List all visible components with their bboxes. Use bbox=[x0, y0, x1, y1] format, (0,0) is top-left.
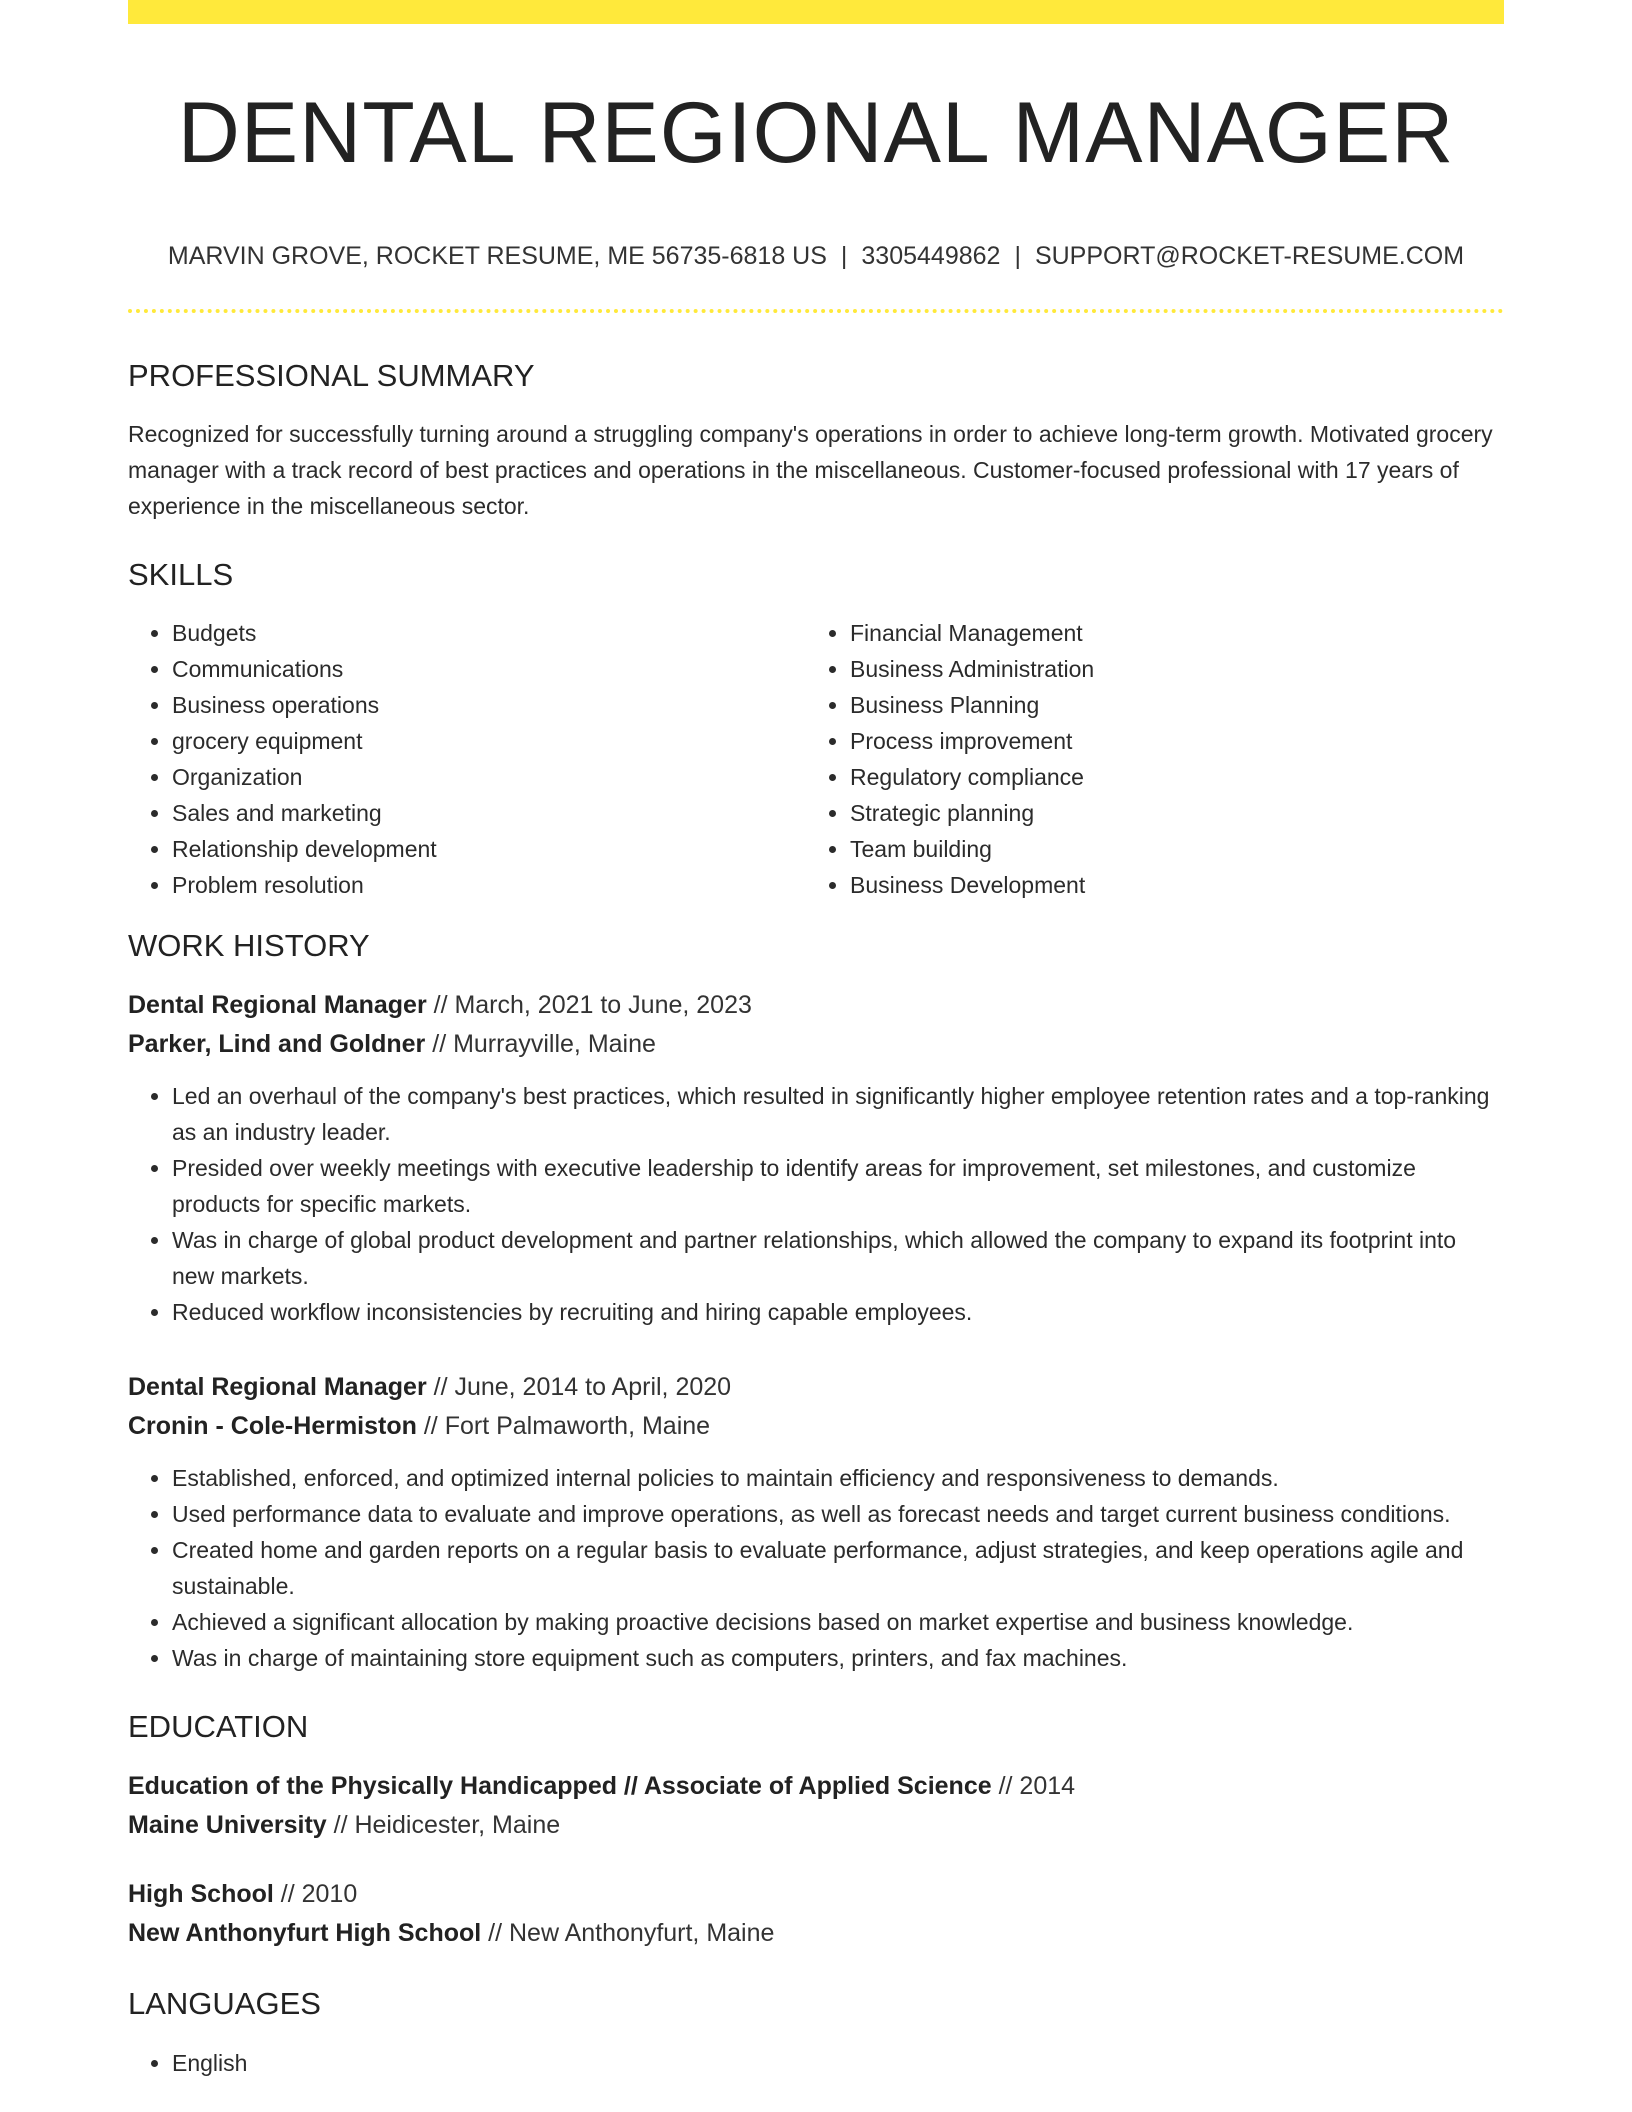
skill-item: • Communications bbox=[172, 651, 806, 687]
job-role: Dental Regional Manager bbox=[128, 1373, 427, 1402]
education-entry bbox=[128, 1875, 1504, 1953]
contact-email: SUPPORT@ROCKET-RESUME.COM bbox=[1034, 241, 1465, 270]
skill-item: • Budgets bbox=[172, 615, 806, 651]
job-role-line bbox=[128, 1368, 1504, 1407]
skill-item: • Strategic planning bbox=[850, 795, 1484, 831]
work-history-heading: WORK HISTORY bbox=[128, 927, 370, 963]
education-year: // 2014 bbox=[991, 1772, 1076, 1801]
job-location: // Fort Palmaworth, Maine bbox=[416, 1412, 711, 1441]
top-accent-bar bbox=[128, 0, 1504, 24]
skill-item: • Organization bbox=[172, 759, 806, 795]
job-bullet: • Used performance data to evaluate and improve operations, as well as forecast needs and target current business conditions. bbox=[172, 1496, 1504, 1532]
job-entry bbox=[128, 1368, 1504, 1676]
job-dates: // June, 2014 to April, 2020 bbox=[426, 1373, 732, 1402]
education-school: Maine University bbox=[128, 1811, 327, 1840]
summary-heading: PROFESSIONAL SUMMARY bbox=[128, 357, 535, 393]
education-school-line bbox=[128, 1914, 1504, 1953]
job-bullet: • Led an overhaul of the company's best practices, which resulted in significantly higher employee retention rates and a top-ranking as an industry leader. bbox=[172, 1078, 1504, 1150]
skill-item: • Regulatory compliance bbox=[850, 759, 1484, 795]
skill-item: • Business Administration bbox=[850, 651, 1484, 687]
resume-title: DENTAL REGIONAL MANAGER bbox=[177, 85, 1455, 181]
job-company-line bbox=[128, 1407, 1504, 1446]
skill-item: • Business Planning bbox=[850, 687, 1484, 723]
education-heading: EDUCATION bbox=[128, 1709, 309, 1745]
job-bullet: • Presided over weekly meetings with executive leadership to identify areas for improvement, set milestones, and customize products for specific markets. bbox=[172, 1150, 1504, 1222]
contact-phone: 3305449862 bbox=[861, 241, 1001, 270]
education-school-line bbox=[128, 1806, 1504, 1845]
education-degree: High School bbox=[128, 1880, 274, 1909]
skill-item: • Financial Management bbox=[850, 615, 1484, 651]
job-bullet: • Created home and garden reports on a regular basis to evaluate performance, adjust strategies, and keep operations agile and sustainable. bbox=[172, 1532, 1504, 1604]
job-company: Cronin - Cole-Hermiston bbox=[128, 1412, 417, 1441]
header-divider bbox=[128, 309, 1504, 313]
education-location: // Heidicester, Maine bbox=[326, 1811, 561, 1840]
education-year: // 2010 bbox=[273, 1880, 358, 1909]
education-degree-line bbox=[128, 1767, 1504, 1806]
job-role: Dental Regional Manager bbox=[128, 991, 427, 1020]
resume-page bbox=[128, 0, 1504, 2081]
job-bullet: • Was in charge of maintaining store equipment such as computers, printers, and fax machines. bbox=[172, 1640, 1504, 1676]
job-bullets bbox=[128, 1460, 1504, 1676]
job-bullet: • Achieved a significant allocation by making proactive decisions based on market expertise and business knowledge. bbox=[172, 1604, 1504, 1640]
job-role-line bbox=[128, 986, 1504, 1025]
skill-item: • Process improvement bbox=[850, 723, 1484, 759]
summary-text: Recognized for successfully turning around a struggling company's operations in order to achieve long-term growth. Motivated grocery manager with a track record of best practices and operations in the miscellaneous. Customer-focused professional with 17 years of experience in the miscellaneous sector. bbox=[128, 420, 1493, 519]
job-company: Parker, Lind and Goldner bbox=[128, 1030, 426, 1059]
job-bullets bbox=[128, 1078, 1504, 1330]
contact-address: MARVIN GROVE, ROCKET RESUME, ME 56735-6818 US bbox=[167, 241, 827, 270]
job-location: // Murrayville, Maine bbox=[425, 1030, 656, 1059]
skills-heading: SKILLS bbox=[128, 556, 234, 592]
job-bullet: • Reduced workflow inconsistencies by recruiting and hiring capable employees. bbox=[172, 1294, 1504, 1330]
skill-item: • Relationship development bbox=[172, 831, 806, 867]
education-degree: Education of the Physically Handicapped // Associate of Applied Science bbox=[128, 1772, 992, 1801]
education-school: New Anthonyfurt High School bbox=[128, 1919, 482, 1948]
skill-item: • Business operations bbox=[172, 687, 806, 723]
skills-right-column bbox=[806, 615, 1484, 903]
skill-item: • Sales and marketing bbox=[172, 795, 806, 831]
contact-line bbox=[128, 241, 1504, 271]
job-bullet: • Established, enforced, and optimized internal policies to maintain efficiency and responsiveness to demands. bbox=[172, 1460, 1504, 1496]
job-bullet: • Was in charge of global product development and partner relationships, which allowed the company to expand its footprint into new markets. bbox=[172, 1222, 1504, 1294]
languages-list bbox=[128, 2045, 1504, 2081]
job-entry bbox=[128, 986, 1504, 1330]
skills-grid bbox=[128, 615, 1504, 903]
language-item: • English bbox=[172, 2045, 1504, 2081]
job-dates: // March, 2021 to June, 2023 bbox=[426, 991, 752, 1020]
contact-separator: | bbox=[1014, 241, 1021, 270]
languages-heading: LANGUAGES bbox=[128, 1986, 321, 2022]
skill-item: • Business Development bbox=[850, 867, 1484, 903]
skill-item: • Problem resolution bbox=[172, 867, 806, 903]
education-degree-line bbox=[128, 1875, 1504, 1914]
skill-item: • grocery equipment bbox=[172, 723, 806, 759]
skills-left-column bbox=[128, 615, 806, 903]
education-location: // New Anthonyfurt, Maine bbox=[481, 1919, 775, 1948]
job-company-line bbox=[128, 1025, 1504, 1064]
contact-separator: | bbox=[840, 241, 848, 270]
education-entry bbox=[128, 1767, 1504, 1845]
skill-item: • Team building bbox=[850, 831, 1484, 867]
